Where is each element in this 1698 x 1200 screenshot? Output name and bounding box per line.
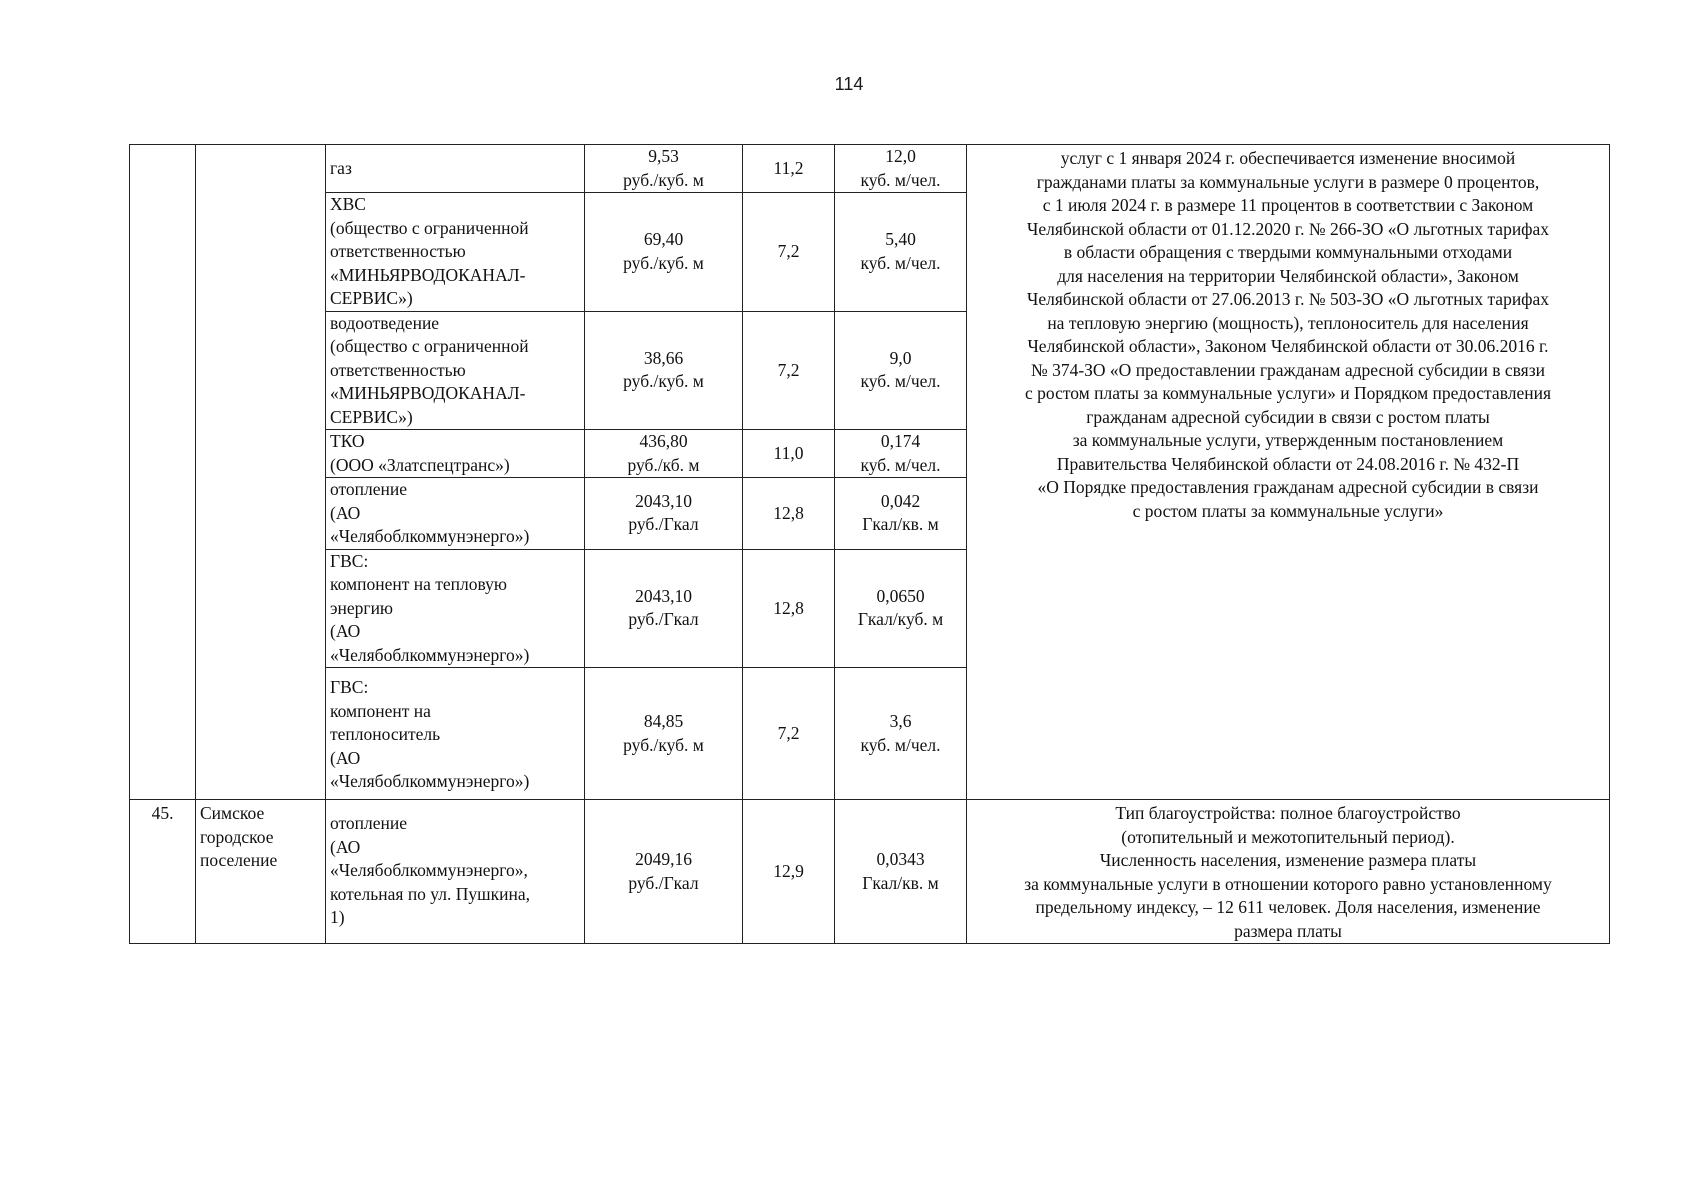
page-number: 114 <box>834 74 864 94</box>
service-provider-line: компонент на <box>330 700 431 721</box>
index-cell <box>743 430 835 478</box>
service-provider-line: «Челябоблкоммунэнерго») <box>330 526 530 546</box>
note-line: Челябинской области», Законом Челябинской области от 30.06.2016 г. <box>1027 336 1549 356</box>
service-provider-line: ответственностью <box>330 241 466 261</box>
service-provider-line: компонент на тепловую <box>330 574 507 594</box>
note-line: гражданами платы за коммунальные услуги в размере 0 процентов, <box>1036 171 1540 192</box>
service-name: водоотведение <box>330 312 440 333</box>
tariff-value: 38,66 <box>643 347 684 368</box>
row-number-cell <box>130 800 196 944</box>
norm-value: 3,6 <box>889 711 912 731</box>
tariff-cell <box>585 478 743 550</box>
service-provider-line: «Челябоблкоммунэнерго», <box>330 860 528 880</box>
tariff-unit: руб./куб. м <box>623 252 704 273</box>
service-name: ГВС: <box>330 677 369 697</box>
service-name: ГВС: <box>330 550 369 571</box>
note-line: № 374-ЗО «О предоставлении гражданам адресной субсидии в связи <box>1031 359 1545 380</box>
settlement-name-line: Симское <box>200 803 265 823</box>
norm-unit: Гкал/куб. м <box>857 609 944 630</box>
service-provider-line: «Челябоблкоммунэнерго») <box>330 644 530 665</box>
service-name: ХВС <box>330 194 366 214</box>
index-cell <box>743 311 835 430</box>
index-value: 7,2 <box>777 359 800 380</box>
norm-value: 12,0 <box>885 146 916 166</box>
row-number: 45. <box>151 803 174 823</box>
settlement-name-line: поселение <box>200 850 278 870</box>
note-line: за коммунальные услуги в отношении которого равно установленному <box>1024 873 1552 894</box>
service-provider-line: «Челябоблкоммунэнерго») <box>330 771 530 791</box>
index-cell <box>743 549 835 668</box>
service-name: ТКО <box>330 431 365 451</box>
norm-cell <box>835 478 967 550</box>
note-line: с ростом платы за коммунальные услуги» и Порядком предоставления <box>1025 383 1551 403</box>
norm-cell <box>835 193 967 312</box>
note-line: гражданам адресной субсидии в связи с ростом платы <box>1086 406 1490 427</box>
norm-value: 0,042 <box>880 490 921 511</box>
note-line: Правительства Челябинской области от 24.08.2016 г. № 432-П <box>1056 453 1520 474</box>
note-line: услуг с 1 января 2024 г. обеспечивается изменение вносимой <box>1060 148 1516 168</box>
index-cell <box>743 193 835 312</box>
settlement-name-line: городское <box>200 826 274 847</box>
norm-value: 5,40 <box>885 229 916 250</box>
tariff-unit: руб./куб. м <box>623 371 704 392</box>
tariff-cell <box>585 800 743 944</box>
note-line: с ростом платы за коммунальные услуги» <box>1132 500 1444 521</box>
index-value: 11,2 <box>773 157 804 178</box>
note-line: (отопительный и межотопительный период). <box>1121 826 1455 847</box>
service-provider-line: (АО <box>330 747 361 768</box>
norm-cell <box>835 549 967 668</box>
tariff-value: 2043,10 <box>635 585 692 606</box>
service-provider-line: (общество с ограниченной <box>330 217 529 238</box>
note-line: для населения на территории Челябинской области», Законом <box>1057 265 1519 286</box>
tariff-value: 436,80 <box>639 431 688 451</box>
table-row-45 <box>130 800 1610 944</box>
service-cell <box>326 430 585 478</box>
note-cell <box>967 800 1610 944</box>
tariff-unit: руб./Гкал <box>628 609 699 630</box>
index-value: 12,8 <box>773 502 804 523</box>
service-provider-line: теплоноситель <box>330 724 441 744</box>
tariff-cell <box>585 145 743 193</box>
norm-unit: куб. м/чел. <box>860 169 941 190</box>
tariff-unit: руб./Гкал <box>628 514 699 535</box>
row-number-cell <box>130 145 196 800</box>
service-provider-line: (ООО «Златспецтранс») <box>330 454 510 475</box>
service-provider-line: (общество с ограниченной <box>330 336 529 356</box>
note-cell-continued <box>967 145 1610 800</box>
index-cell <box>743 145 835 193</box>
service-name: газ <box>330 157 352 178</box>
note-line: на тепловую энергию (мощность), теплоноситель для населения <box>1047 312 1529 333</box>
note-line: с 1 июля 2024 г. в размере 11 процентов в соответствии с Законом <box>1042 195 1534 215</box>
norm-unit: Гкал/кв. м <box>862 872 939 893</box>
norm-value: 0,0650 <box>876 585 925 606</box>
norm-cell <box>835 311 967 430</box>
service-cell <box>326 478 585 550</box>
tariff-value: 9,53 <box>648 146 679 166</box>
service-name: отопление <box>330 813 408 833</box>
norm-unit: куб. м/чел. <box>860 454 941 475</box>
tariff-unit: руб./кб. м <box>627 454 700 475</box>
service-provider-line: (АО <box>330 836 361 857</box>
index-value: 12,9 <box>773 860 804 881</box>
norm-cell <box>835 145 967 193</box>
index-value: 7,2 <box>777 241 800 261</box>
note-line: Челябинской области от 01.12.2020 г. № 266-ЗО «О льготных тарифах <box>1026 218 1550 239</box>
norm-unit: куб. м/чел. <box>860 371 941 392</box>
norm-value: 9,0 <box>889 347 912 368</box>
service-cell <box>326 311 585 430</box>
index-value: 11,0 <box>773 442 804 463</box>
service-provider-line: энергию <box>330 597 394 618</box>
norm-value: 0,174 <box>880 431 921 451</box>
service-name: отопление <box>330 479 408 499</box>
tariff-value: 69,40 <box>643 229 684 250</box>
service-cell <box>326 549 585 668</box>
tariff-value: 84,85 <box>643 711 684 731</box>
service-cell <box>326 193 585 312</box>
table-row <box>130 145 1610 193</box>
tariff-cell <box>585 193 743 312</box>
note-line: Тип благоустройства: полное благоустройство <box>1115 803 1461 823</box>
tariff-value: 2043,10 <box>635 490 692 511</box>
settlement-cell <box>196 145 326 800</box>
tariff-table <box>129 144 1610 944</box>
norm-cell <box>835 800 967 944</box>
note-line: за коммунальные услуги, утвержденным постановлением <box>1072 430 1504 450</box>
tariff-unit: руб./Гкал <box>628 872 699 893</box>
service-provider-line: ответственностью <box>330 359 466 380</box>
service-provider-line: (АО <box>330 502 361 523</box>
service-cell <box>326 145 585 193</box>
service-provider-line: 1) <box>330 907 345 927</box>
norm-unit: куб. м/чел. <box>860 252 941 273</box>
tariff-cell <box>585 668 743 800</box>
note-line: Челябинской области от 27.06.2013 г. № 503-ЗО «О льготных тарифах <box>1026 289 1550 309</box>
note-line: предельному индексу, – 12 611 человек. Доля населения, изменение <box>1035 897 1541 917</box>
note-line: в области обращения с твердыми коммунальными отходами <box>1063 242 1513 262</box>
note-line: «О Порядке предоставления гражданам адресной субсидии в связи <box>1037 477 1539 497</box>
index-cell <box>743 800 835 944</box>
norm-cell <box>835 430 967 478</box>
index-value: 12,8 <box>773 597 804 618</box>
norm-unit: Гкал/кв. м <box>862 514 939 535</box>
service-provider-line: СЕРВИС») <box>330 288 413 308</box>
index-cell <box>743 478 835 550</box>
service-cell <box>326 668 585 800</box>
norm-value: 0,0343 <box>876 849 925 869</box>
tariff-unit: руб./куб. м <box>623 169 704 190</box>
tariff-cell <box>585 311 743 430</box>
service-provider-line: (АО <box>330 621 361 641</box>
note-line: размера платы <box>1234 920 1342 941</box>
index-cell <box>743 668 835 800</box>
tariff-cell <box>585 430 743 478</box>
service-provider-line: СЕРВИС») <box>330 406 413 427</box>
service-provider-line: котельная по ул. Пушкина, <box>330 883 531 904</box>
tariff-unit: руб./куб. м <box>623 734 704 755</box>
service-cell <box>326 800 585 944</box>
note-line: Численность населения, изменение размера платы <box>1099 850 1477 870</box>
norm-unit: куб. м/чел. <box>860 734 941 755</box>
service-provider-line: «МИНЬЯРВОДОКАНАЛ- <box>330 383 526 403</box>
tariff-value: 2049,16 <box>635 849 692 869</box>
index-value: 7,2 <box>777 722 800 743</box>
settlement-cell <box>196 800 326 944</box>
norm-cell <box>835 668 967 800</box>
tariff-cell <box>585 549 743 668</box>
service-provider-line: «МИНЬЯРВОДОКАНАЛ- <box>330 264 526 285</box>
